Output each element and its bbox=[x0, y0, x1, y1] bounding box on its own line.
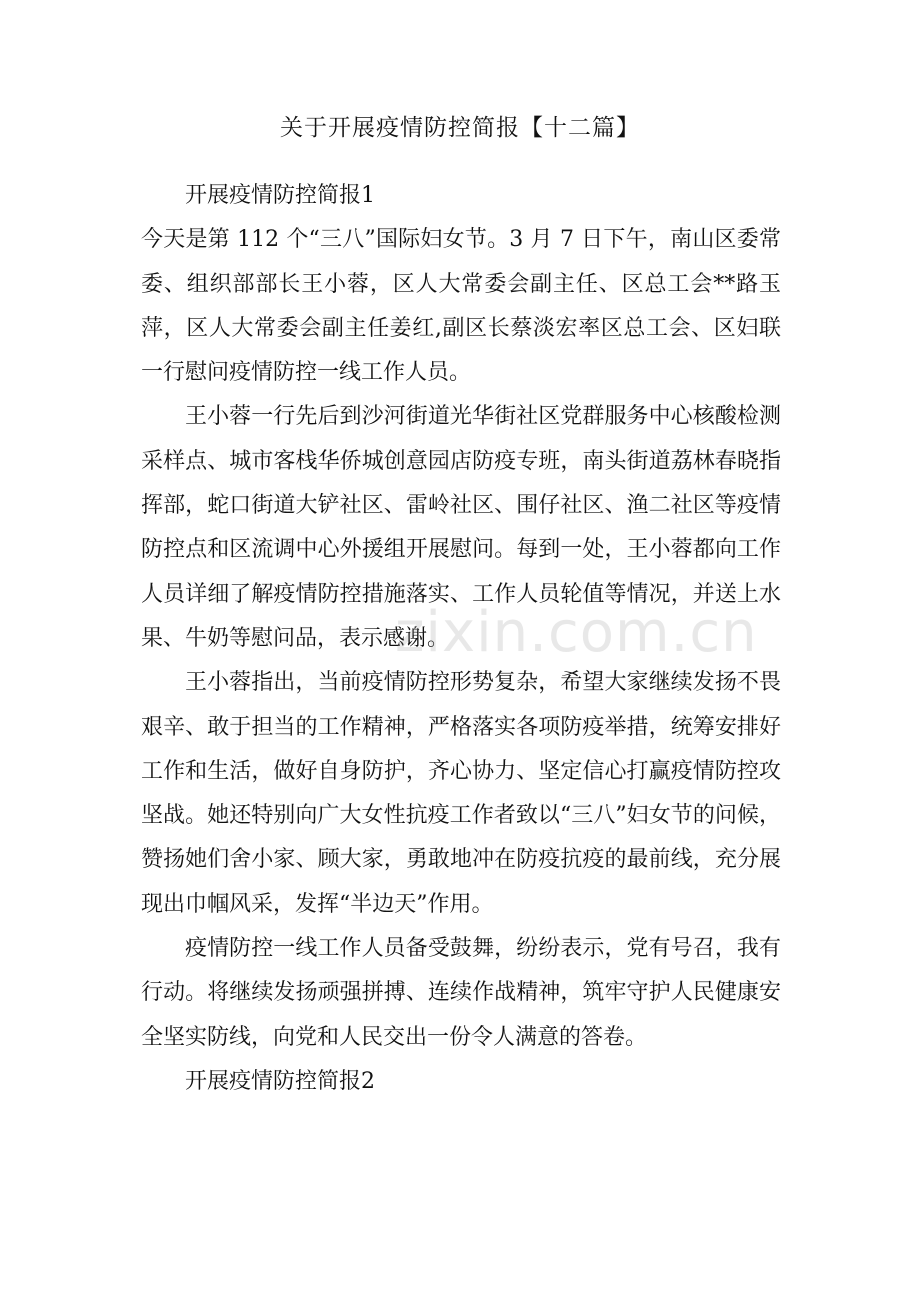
section-heading-2: 开展疫情防控简报2 bbox=[185, 1068, 375, 1094]
watermark-text: zixin.com.cn bbox=[395, 600, 758, 665]
document-body bbox=[141, 174, 781, 1104]
paragraph-2: 王小蓉一行先后到沙河街道光华街社区党群服务中心核酸检测采样点、城市客栈华侨城创意园店防疫专班，南头街道荔林春晓指挥部，蛇口街道大铲社区、雷岭社区、围仔社区、渔二社区等疫情防控点和区流调中心外援组开展慰问。每到一处，王小蓉都向工作人员详细了解疫情防控措施落实、工作人员轮值等情况，并送上水果、牛奶等慰问品，表示感谢。 bbox=[141, 404, 781, 651]
section-heading-1: 开展疫情防控简报1 bbox=[185, 183, 375, 208]
paragraph-3: 王小蓉指出，当前疫情防控形势复杂，希望大家继续发扬不畏艰辛、敢于担当的工作精神，严格落实各项防疫举措，统筹安排好工作和生活，做好自身防护，齐心协力、坚定信心打赢疫情防控攻坚战。她还特别向广大女性抗疫工作者致以“三八”妇女节的问候，赞扬她们舍小家、顾大家，勇敢地冲在防疫抗疫的最前线，充分展现出巾帼风采，发挥“半边天”作用。 bbox=[141, 670, 781, 917]
paragraph-1: 今天是第 112 个“三八”国际妇女节。3 月 7 日下午，南山区委常委、组织部部长王小蓉，区人大常委会副主任、区总工会**路玉萍，区人大常委会副主任姜红,副区长蔡淡宏率区总工会、区妇联一行慰问疫情防控一线工作人员。 bbox=[141, 227, 781, 386]
document-title: 关于开展疫情防控简报【十二篇】 bbox=[280, 115, 640, 141]
paragraph-4: 疫情防控一线工作人员备受鼓舞，纷纷表示，党有号召，我有行动。将继续发扬顽强拼搏、连续作战精神，筑牢守护人民健康安全坚实防线，向党和人民交出一份令人满意的答卷。 bbox=[141, 936, 781, 1050]
